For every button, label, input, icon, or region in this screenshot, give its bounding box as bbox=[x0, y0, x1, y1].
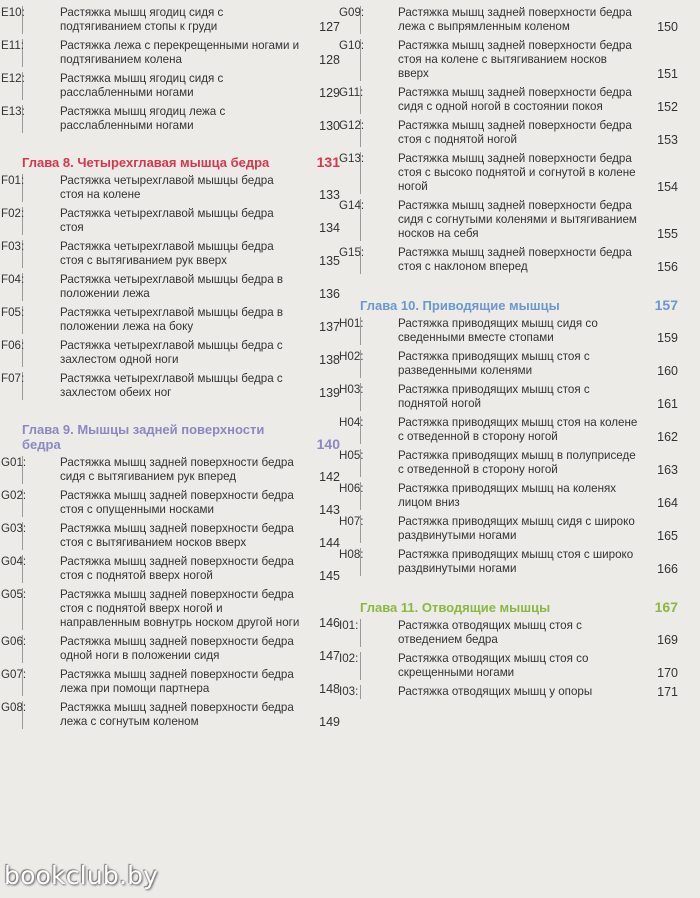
entry-title: Растяжка мышц задней поверхности бедра стоя с высоко поднятой и согнутой в колене ногой bbox=[398, 152, 636, 193]
entry-page-number: 151 bbox=[657, 67, 678, 81]
chapter-9-heading[interactable] bbox=[22, 422, 340, 452]
entry-page-number: 170 bbox=[657, 666, 678, 680]
entry-page-number: 143 bbox=[319, 503, 340, 517]
entry-title: Растяжка отводящих мышц стоя с отведением бедра bbox=[398, 619, 582, 646]
chapter-11-page: 167 bbox=[654, 599, 678, 615]
chapter-9-title: Глава 9. Мышцы задней поверхности бедра bbox=[22, 422, 265, 452]
entry-title: Растяжка мышц задней поверхности бедра стоя с наклоном вперед bbox=[398, 246, 632, 273]
toc-entry[interactable] bbox=[339, 317, 678, 345]
entry-title: Растяжка приводящих мышц на коленях лицом вниз bbox=[398, 482, 617, 509]
entry-page-number: 149 bbox=[319, 715, 340, 729]
entry-code: G10: bbox=[339, 39, 365, 52]
toc-entry[interactable] bbox=[1, 522, 340, 550]
toc-entry[interactable] bbox=[339, 619, 678, 647]
entry-code: G12: bbox=[339, 119, 365, 132]
entry-title: Растяжка мышц задней поверхности бедра лежа с согнутым коленом bbox=[60, 701, 294, 728]
entry-title: Растяжка приводящих мышц стоя с поднятой ногой bbox=[398, 383, 590, 410]
chapter-10-heading[interactable] bbox=[360, 298, 678, 313]
entry-page-number: 139 bbox=[319, 386, 340, 400]
toc-entry[interactable] bbox=[339, 246, 678, 274]
entry-code: E13: bbox=[1, 105, 25, 118]
toc-entry[interactable] bbox=[1, 39, 340, 67]
entry-page-number: 129 bbox=[319, 86, 340, 100]
entry-code: G09: bbox=[339, 6, 365, 19]
toc-entry[interactable] bbox=[1, 174, 340, 202]
entry-page-number: 160 bbox=[657, 364, 678, 378]
entry-page-number: 169 bbox=[657, 633, 678, 647]
entry-code: G08: bbox=[1, 701, 27, 714]
entry-page-number: 153 bbox=[657, 133, 678, 147]
toc-group-f bbox=[1, 174, 340, 400]
toc-entry[interactable] bbox=[1, 240, 340, 268]
toc-entry[interactable] bbox=[339, 482, 678, 510]
toc-entry[interactable] bbox=[1, 372, 340, 400]
entry-code: F01: bbox=[1, 174, 25, 187]
entry-code: G04: bbox=[1, 555, 27, 568]
entry-page-number: 145 bbox=[319, 569, 340, 583]
toc-entry[interactable] bbox=[339, 152, 678, 194]
toc-entry[interactable] bbox=[339, 383, 678, 411]
entry-title: Растяжка мышц ягодиц лежа с расслабленными ногами bbox=[60, 105, 226, 132]
entry-code: E11: bbox=[1, 39, 24, 52]
entry-page-number: 136 bbox=[319, 287, 340, 301]
entry-code: G03: bbox=[1, 522, 27, 535]
toc-entry[interactable] bbox=[339, 6, 678, 34]
toc-group-g-cont bbox=[339, 6, 678, 274]
entry-code: H06: bbox=[339, 482, 364, 495]
entry-title: Растяжка мышц задней поверхности бедра лежа при помощи партнера bbox=[60, 668, 294, 695]
entry-code: E12: bbox=[1, 72, 25, 85]
toc-entry[interactable] bbox=[339, 515, 678, 543]
entry-code: G06: bbox=[1, 635, 27, 648]
toc-entry[interactable] bbox=[339, 119, 678, 147]
toc-group-h bbox=[339, 317, 678, 576]
entry-code: G07: bbox=[1, 668, 27, 681]
toc-entry[interactable] bbox=[1, 306, 340, 334]
entry-title: Растяжка приводящих мышц сидя со сведенными вместе стопами bbox=[398, 317, 598, 344]
toc-entry[interactable] bbox=[1, 339, 340, 367]
entry-page-number: 133 bbox=[319, 188, 340, 202]
chapter-10-title: Глава 10. Приводящие мышцы bbox=[360, 298, 560, 313]
toc-group-g bbox=[1, 456, 340, 729]
entry-title: Растяжка мышц ягодиц сидя с подтягиванием стопы к груди bbox=[60, 6, 224, 33]
entry-page-number: 135 bbox=[319, 254, 340, 268]
entry-title: Растяжка приводящих мышц в полуприседе с отведенной в сторону ногой bbox=[398, 449, 636, 476]
entry-title: Растяжка четырехглавой мышцы бедра с захлестом обеих ног bbox=[60, 372, 283, 399]
entry-page-number: 163 bbox=[657, 463, 678, 477]
entry-page-number: 150 bbox=[657, 20, 678, 34]
entry-page-number: 134 bbox=[319, 221, 340, 235]
toc-entry[interactable] bbox=[339, 86, 678, 114]
entry-code: H01: bbox=[339, 317, 364, 330]
toc-entry[interactable] bbox=[339, 416, 678, 444]
toc-entry[interactable] bbox=[1, 668, 340, 696]
entry-page-number: 166 bbox=[657, 562, 678, 576]
entry-title: Растяжка мышц задней поверхности бедра одной ноги в положении сидя bbox=[60, 635, 294, 662]
entry-title: Растяжка отводящих мышц стоя со скрещенными ногами bbox=[398, 652, 589, 679]
toc-left-column bbox=[1, 6, 340, 734]
entry-code: G13: bbox=[339, 152, 365, 165]
entry-page-number: 155 bbox=[657, 227, 678, 241]
entry-code: H04: bbox=[339, 416, 364, 429]
entry-code: F02: bbox=[1, 207, 25, 220]
entry-code: G14: bbox=[339, 199, 365, 212]
entry-page-number: 165 bbox=[657, 529, 678, 543]
entry-title: Растяжка мышц задней поверхности бедра сидя с согнутыми коленями и вытягиванием носков на себя bbox=[398, 199, 637, 240]
toc-entry[interactable] bbox=[1, 588, 340, 630]
toc-entry[interactable] bbox=[339, 449, 678, 477]
entry-title: Растяжка четырехглавой мышцы бедра стоя bbox=[60, 207, 274, 234]
entry-code: H08: bbox=[339, 548, 364, 561]
toc-group-i bbox=[339, 619, 678, 699]
entry-code: H03: bbox=[339, 383, 364, 396]
toc-entry[interactable] bbox=[1, 72, 340, 100]
entry-code: F04: bbox=[1, 273, 25, 286]
chapter-11-title: Глава 11. Отводящие мышцы bbox=[360, 600, 551, 615]
entry-code: E10: bbox=[1, 6, 25, 19]
toc-entry[interactable] bbox=[1, 489, 340, 517]
entry-page-number: 159 bbox=[657, 331, 678, 345]
entry-title: Растяжка мышц задней поверхности бедра стоя с опущенными носками bbox=[60, 489, 294, 516]
entry-code: F06: bbox=[1, 339, 25, 352]
entry-page-number: 138 bbox=[319, 353, 340, 367]
entry-title: Растяжка мышц ягодиц сидя с расслабленными ногами bbox=[60, 72, 224, 99]
chapter-10-page: 157 bbox=[654, 297, 678, 313]
chapter-8-heading[interactable] bbox=[22, 155, 340, 170]
entry-title: Растяжка отводящих мышц у опоры bbox=[398, 685, 593, 698]
watermark: bookclub.by bbox=[4, 861, 159, 890]
entry-title: Растяжка четырехглавой мышцы бедра стоя с вытягиванием рук вверх bbox=[60, 240, 274, 267]
entry-code: H07: bbox=[339, 515, 364, 528]
chapter-8-page: 131 bbox=[316, 154, 340, 170]
chapter-8-title: Глава 8. Четырехглавая мышца бедра bbox=[22, 155, 270, 170]
entry-title: Растяжка приводящих мышц стоя с разведенными коленями bbox=[398, 350, 590, 377]
entry-title: Растяжка четырехглавой мышцы бедра с захлестом одной ноги bbox=[60, 339, 283, 366]
entry-title: Растяжка приводящих мышц стоя на колене с отведенной в сторону ногой bbox=[398, 416, 638, 443]
entry-page-number: 152 bbox=[657, 100, 678, 114]
toc-entry[interactable] bbox=[1, 635, 340, 663]
chapter-11-heading[interactable] bbox=[360, 600, 678, 615]
entry-page-number: 171 bbox=[657, 685, 678, 699]
entry-page-number: 142 bbox=[319, 470, 340, 484]
entry-page-number: 164 bbox=[657, 496, 678, 510]
entry-page-number: 147 bbox=[319, 649, 340, 663]
toc-entry[interactable] bbox=[339, 39, 678, 81]
entry-page-number: 128 bbox=[319, 53, 340, 67]
entry-title: Растяжка мышц задней поверхности бедра стоя на колене с вытягиванием носков вверх bbox=[398, 39, 632, 80]
entry-code: G01: bbox=[1, 456, 27, 469]
toc-entry[interactable] bbox=[1, 456, 340, 484]
toc-entry[interactable] bbox=[1, 105, 340, 133]
entry-code: F05: bbox=[1, 306, 25, 319]
toc-right-column bbox=[339, 6, 678, 704]
entry-page-number: 162 bbox=[657, 430, 678, 444]
entry-page-number: 144 bbox=[319, 536, 340, 550]
entry-page-number: 156 bbox=[657, 260, 678, 274]
entry-title: Растяжка мышц задней поверхности бедра сидя с одной ногой в состоянии покоя bbox=[398, 86, 632, 113]
entry-code: H02: bbox=[339, 350, 364, 363]
entry-code: G11: bbox=[339, 86, 364, 99]
entry-title: Растяжка четырехглавой мышцы бедра в положении лежа на боку bbox=[60, 306, 284, 333]
entry-page-number: 154 bbox=[657, 180, 678, 194]
chapter-9-page: 140 bbox=[316, 436, 340, 452]
toc-entry[interactable] bbox=[1, 6, 340, 34]
entry-page-number: 127 bbox=[319, 20, 340, 34]
entry-code: G05: bbox=[1, 588, 27, 601]
toc-entry[interactable] bbox=[1, 555, 340, 583]
entry-title: Растяжка четырехглавой мышцы бедра стоя на колене bbox=[60, 174, 274, 201]
entry-title: Растяжка мышц задней поверхности бедра стоя с вытягиванием носков вверх bbox=[60, 522, 294, 549]
entry-title: Растяжка приводящих мышц стоя с широко раздвинутыми ногами bbox=[398, 548, 634, 575]
entry-title: Растяжка мышц задней поверхности бедра стоя с поднятой вверх ногой bbox=[60, 555, 294, 582]
entry-title: Растяжка мышц задней поверхности бедра стоя с поднятой ногой bbox=[398, 119, 632, 146]
toc-entry[interactable] bbox=[339, 548, 678, 576]
entry-title: Растяжка мышц задней поверхности бедра сидя с вытягиванием рук вперед bbox=[60, 456, 294, 483]
toc-entry[interactable] bbox=[339, 652, 678, 680]
entry-title: Растяжка мышц задней поверхности бедра стоя с поднятой вверх ногой и направленным вовнутрь носком другой ноги bbox=[60, 588, 300, 629]
entry-title: Растяжка мышц задней поверхности бедра лежа с выпрямленным коленом bbox=[398, 6, 632, 33]
toc-entry[interactable] bbox=[1, 273, 340, 301]
toc-entry[interactable] bbox=[339, 199, 678, 241]
entry-code: I02: bbox=[339, 652, 359, 665]
entry-code: H05: bbox=[339, 449, 364, 462]
toc-entry[interactable] bbox=[1, 207, 340, 235]
entry-page-number: 130 bbox=[319, 119, 340, 133]
entry-page-number: 148 bbox=[319, 682, 340, 696]
entry-page-number: 146 bbox=[319, 616, 340, 630]
entry-code: F07: bbox=[1, 372, 25, 385]
entry-code: G02: bbox=[1, 489, 27, 502]
toc-group-e bbox=[1, 6, 340, 133]
toc-entry[interactable] bbox=[339, 350, 678, 378]
toc-entry[interactable] bbox=[339, 685, 678, 699]
entry-code: G15: bbox=[339, 246, 365, 259]
entry-code: I03: bbox=[339, 685, 359, 698]
entry-title: Растяжка четырехглавой мышцы бедра в положении лежа bbox=[60, 273, 284, 300]
entry-title: Растяжка лежа с перекрещенными ногами и подтягиванием колена bbox=[60, 39, 300, 66]
entry-code: F03: bbox=[1, 240, 25, 253]
toc-entry[interactable] bbox=[1, 701, 340, 729]
entry-page-number: 137 bbox=[319, 320, 340, 334]
entry-page-number: 161 bbox=[657, 397, 678, 411]
entry-title: Растяжка приводящих мышц сидя с широко раздвинутыми ногами bbox=[398, 515, 635, 542]
entry-code: I01: bbox=[339, 619, 359, 632]
